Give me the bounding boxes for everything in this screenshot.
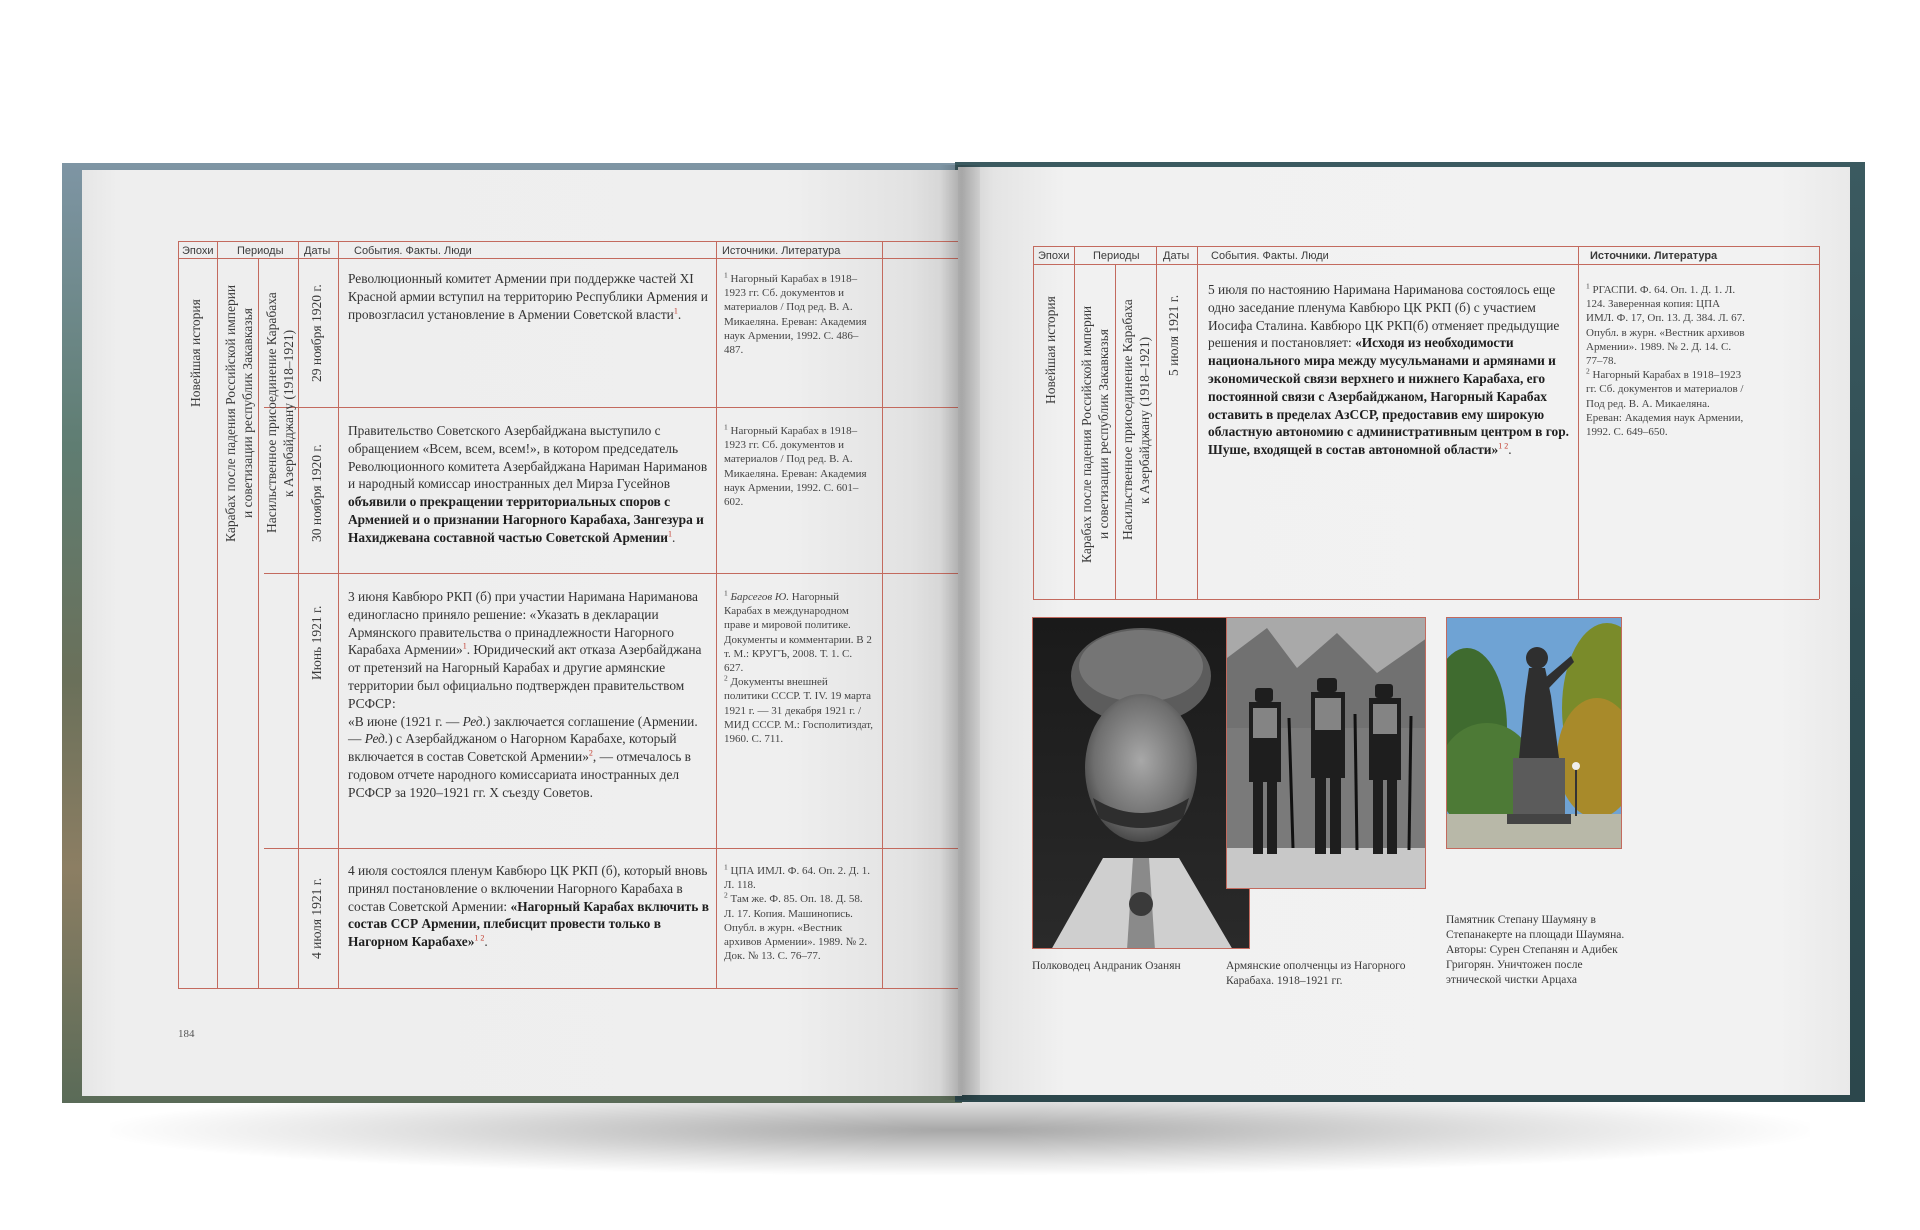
header-sources: Источники. Литература — [1590, 250, 1718, 262]
period-label-1: Карабах после падения Российской империи и советизации республик Закавказья — [223, 284, 255, 542]
date-row-1: 29 ноября 1920 г. — [309, 284, 324, 382]
event-text-row-3: 3 июня Кавбюро РКП (б) при участии Наримана Нариманова единогласно приняло решение: «Указать в декларации Армянского правительства о принадлежности Нагорного Карабаха Армении»$^1$. Юридический акт отказа Азербайджана от претензий на Нагорный Карабах и другие армянские территории был официально подтвержден правительством РСФСР: «В июне (1921 г. — Ред.) заключается соглашение (Армении. — Ред.) с Азербайджаном о Нагорном Карабахе, который включается в состав Советской Армении»$^2$, — отмечалось в годовом отчете народного комиссариата иностранных дел РСФСР за 1920–1921 гг. X съезду Советов. — [348, 589, 702, 800]
source-row-3: $^1$ Барсегов Ю. Нагорный Карабах в международном праве и мировой политике. Документы и комментарии. В 2 т. М.: КРУГЪ, 2008. Т. 1. С. 627. $^2$ Документы внешней политики СССР. Т. IV. 19 марта 1921 г. — 31 декабря 1921 г. / МИД СССР. М.: Госполитиздат, 1960. С. 711. — [724, 588, 873, 746]
event-text-row-4: 4 июля состоялся пленум Кавбюро ЦК РКП (б), который вновь принял постановление о включении Нагорного Карабаха в состав Советской Армении: «Нагорный Карабах включить в состав ССР Армении, плебисцит провести только в Нагорном Карабахе»$^{1 2}$. — [348, 863, 709, 950]
date-row-1: 5 июля 1921 г. — [1166, 294, 1181, 376]
book-gutter — [940, 165, 980, 1100]
header-events: События. Факты. Люди — [354, 245, 472, 257]
left-page — [82, 170, 962, 1096]
period-label-2: Насильственное присоединение Карабаха к Азербайджану (1918–1921) — [264, 292, 296, 534]
epoch-label: Новейшая история — [1043, 296, 1058, 404]
event-text-row-2: Правительство Советского Азербайджана выступило с обращением «Всем, всем, всем!», в котором председатель Революционного комитета Азербайджана Нариман Нариманов и народный комиссар иностранных дел Мирза Гусейнов объявили о прекращении территориальных споров с Арменией и о признании Нагорного Карабаха, Зангезура и Нахиджевана составной частью Советской Армении$^1$. — [348, 423, 708, 545]
date-row-4: 4 июля 1921 г. — [309, 877, 324, 959]
caption-monument: Памятник Степану Шаумяну в Степанакерте на площади Шаумяна. Авторы: Сурен Степанян и Адибек Григорян. Уничтожен после этнической чистки Арцаха — [1446, 914, 1625, 986]
page-number: 184 — [178, 1028, 195, 1040]
source-row-1: $^1$ Нагорный Карабах в 1918–1923 гг. Сб. документов и материалов / Под ред. В. А. Микаеляна. Ереван: Академия наук Армении, 1992. С. 486–487. — [724, 270, 867, 357]
portrait-image — [1033, 618, 1250, 949]
date-row-3: Июнь 1921 г. — [309, 605, 324, 681]
caption-andranik: Полководец Андраник Озанян — [1032, 960, 1181, 972]
caption-militia: Армянские ополченцы из Нагорного Карабаха. 1918–1921 гг. — [1226, 960, 1406, 987]
epoch-label: Новейшая история — [188, 299, 203, 407]
source-row-4: $^1$ ЦПА ИМЛ. Ф. 64. Оп. 2. Д. 1. Л. 118. $^2$ Там же. Ф. 85. Оп. 18. Д. 58. Л. 17. Копия. Машинопись. Опубл. в журн. «Вестник архивов Армении». 1989. № 2. Док. № 13. С. 76–77. — [724, 862, 871, 963]
militia-image — [1227, 618, 1426, 889]
monument-image — [1447, 618, 1622, 849]
header-periods: Периоды — [237, 245, 284, 257]
andranik-portrait — [1032, 617, 1250, 949]
header-periods: Периоды — [1093, 250, 1140, 262]
period-label-2: Насильственное присоединение Карабаха к Азербайджану (1918–1921) — [1120, 299, 1152, 541]
militia-photo — [1226, 617, 1426, 889]
source-row-1: $^1$ РГАСПИ. Ф. 64. Оп. 1. Д. 1. Л. 124. Заверенная копия: ЦПА ИМЛ. Ф. 17, Оп. 13. Д. 384. Л. 67. Опубл. в журн. «Вестник архивов Армении». 1989. № 2. Д. 14. С. 77–78. $^2$ Нагорный Карабах в 1918–1923 гг. Сб. документов и материалов / Под ред. В. А. Микаеляна. Ереван: Академия наук Армении, 1992. С. 649–650. — [1586, 281, 1745, 439]
header-dates: Даты — [1163, 250, 1190, 262]
header-dates: Даты — [304, 245, 331, 257]
chronology-table-left — [82, 170, 962, 1096]
source-row-2: $^1$ Нагорный Карабах в 1918–1923 гг. Сб. документов и материалов / Под ред. В. А. Микаеляна. Ереван: Академия наук Армении, 1992. С. 601–602. — [724, 422, 867, 509]
header-epochs: Эпохи — [182, 245, 214, 257]
event-text-row-1: Революционный комитет Армении при поддержке частей XI Красной армии вступил на территорию Республики Армения и провозгласил установление в Армении Советской власти$^1$. — [348, 271, 708, 322]
header-sources: Источники. Литература — [722, 245, 841, 257]
header-events: События. Факты. Люди — [1211, 250, 1329, 262]
right-page — [958, 167, 1850, 1095]
shaumyan-monument — [1446, 617, 1622, 849]
event-text-row-1: 5 июля по настоянию Наримана Нариманова состоялось еще одно заседание пленума Кавбюро ЦК РКП (б) с участием Иосифа Сталина. Кавбюро ЦК РКП(б) отменяет предыдущие решения и постановляет: «Исходя из необходимости национального мира между мусульманами и армянами и экономической связи верхнего и нижнего Карабаха, его постоянной связи с Азербайджаном, Нагорный Карабах оставить в пределах АзССР, предоставив ему широкую областную автономию с административным центром в гор. Шуше, входящей в состав автономной области»$^{1 2}$. — [1208, 282, 1569, 458]
header-epochs: Эпохи — [1038, 250, 1070, 262]
period-label-1: Карабах после падения Российской империи и советизации республик Закавказья — [1079, 305, 1111, 563]
date-row-2: 30 ноября 1920 г. — [309, 444, 324, 542]
